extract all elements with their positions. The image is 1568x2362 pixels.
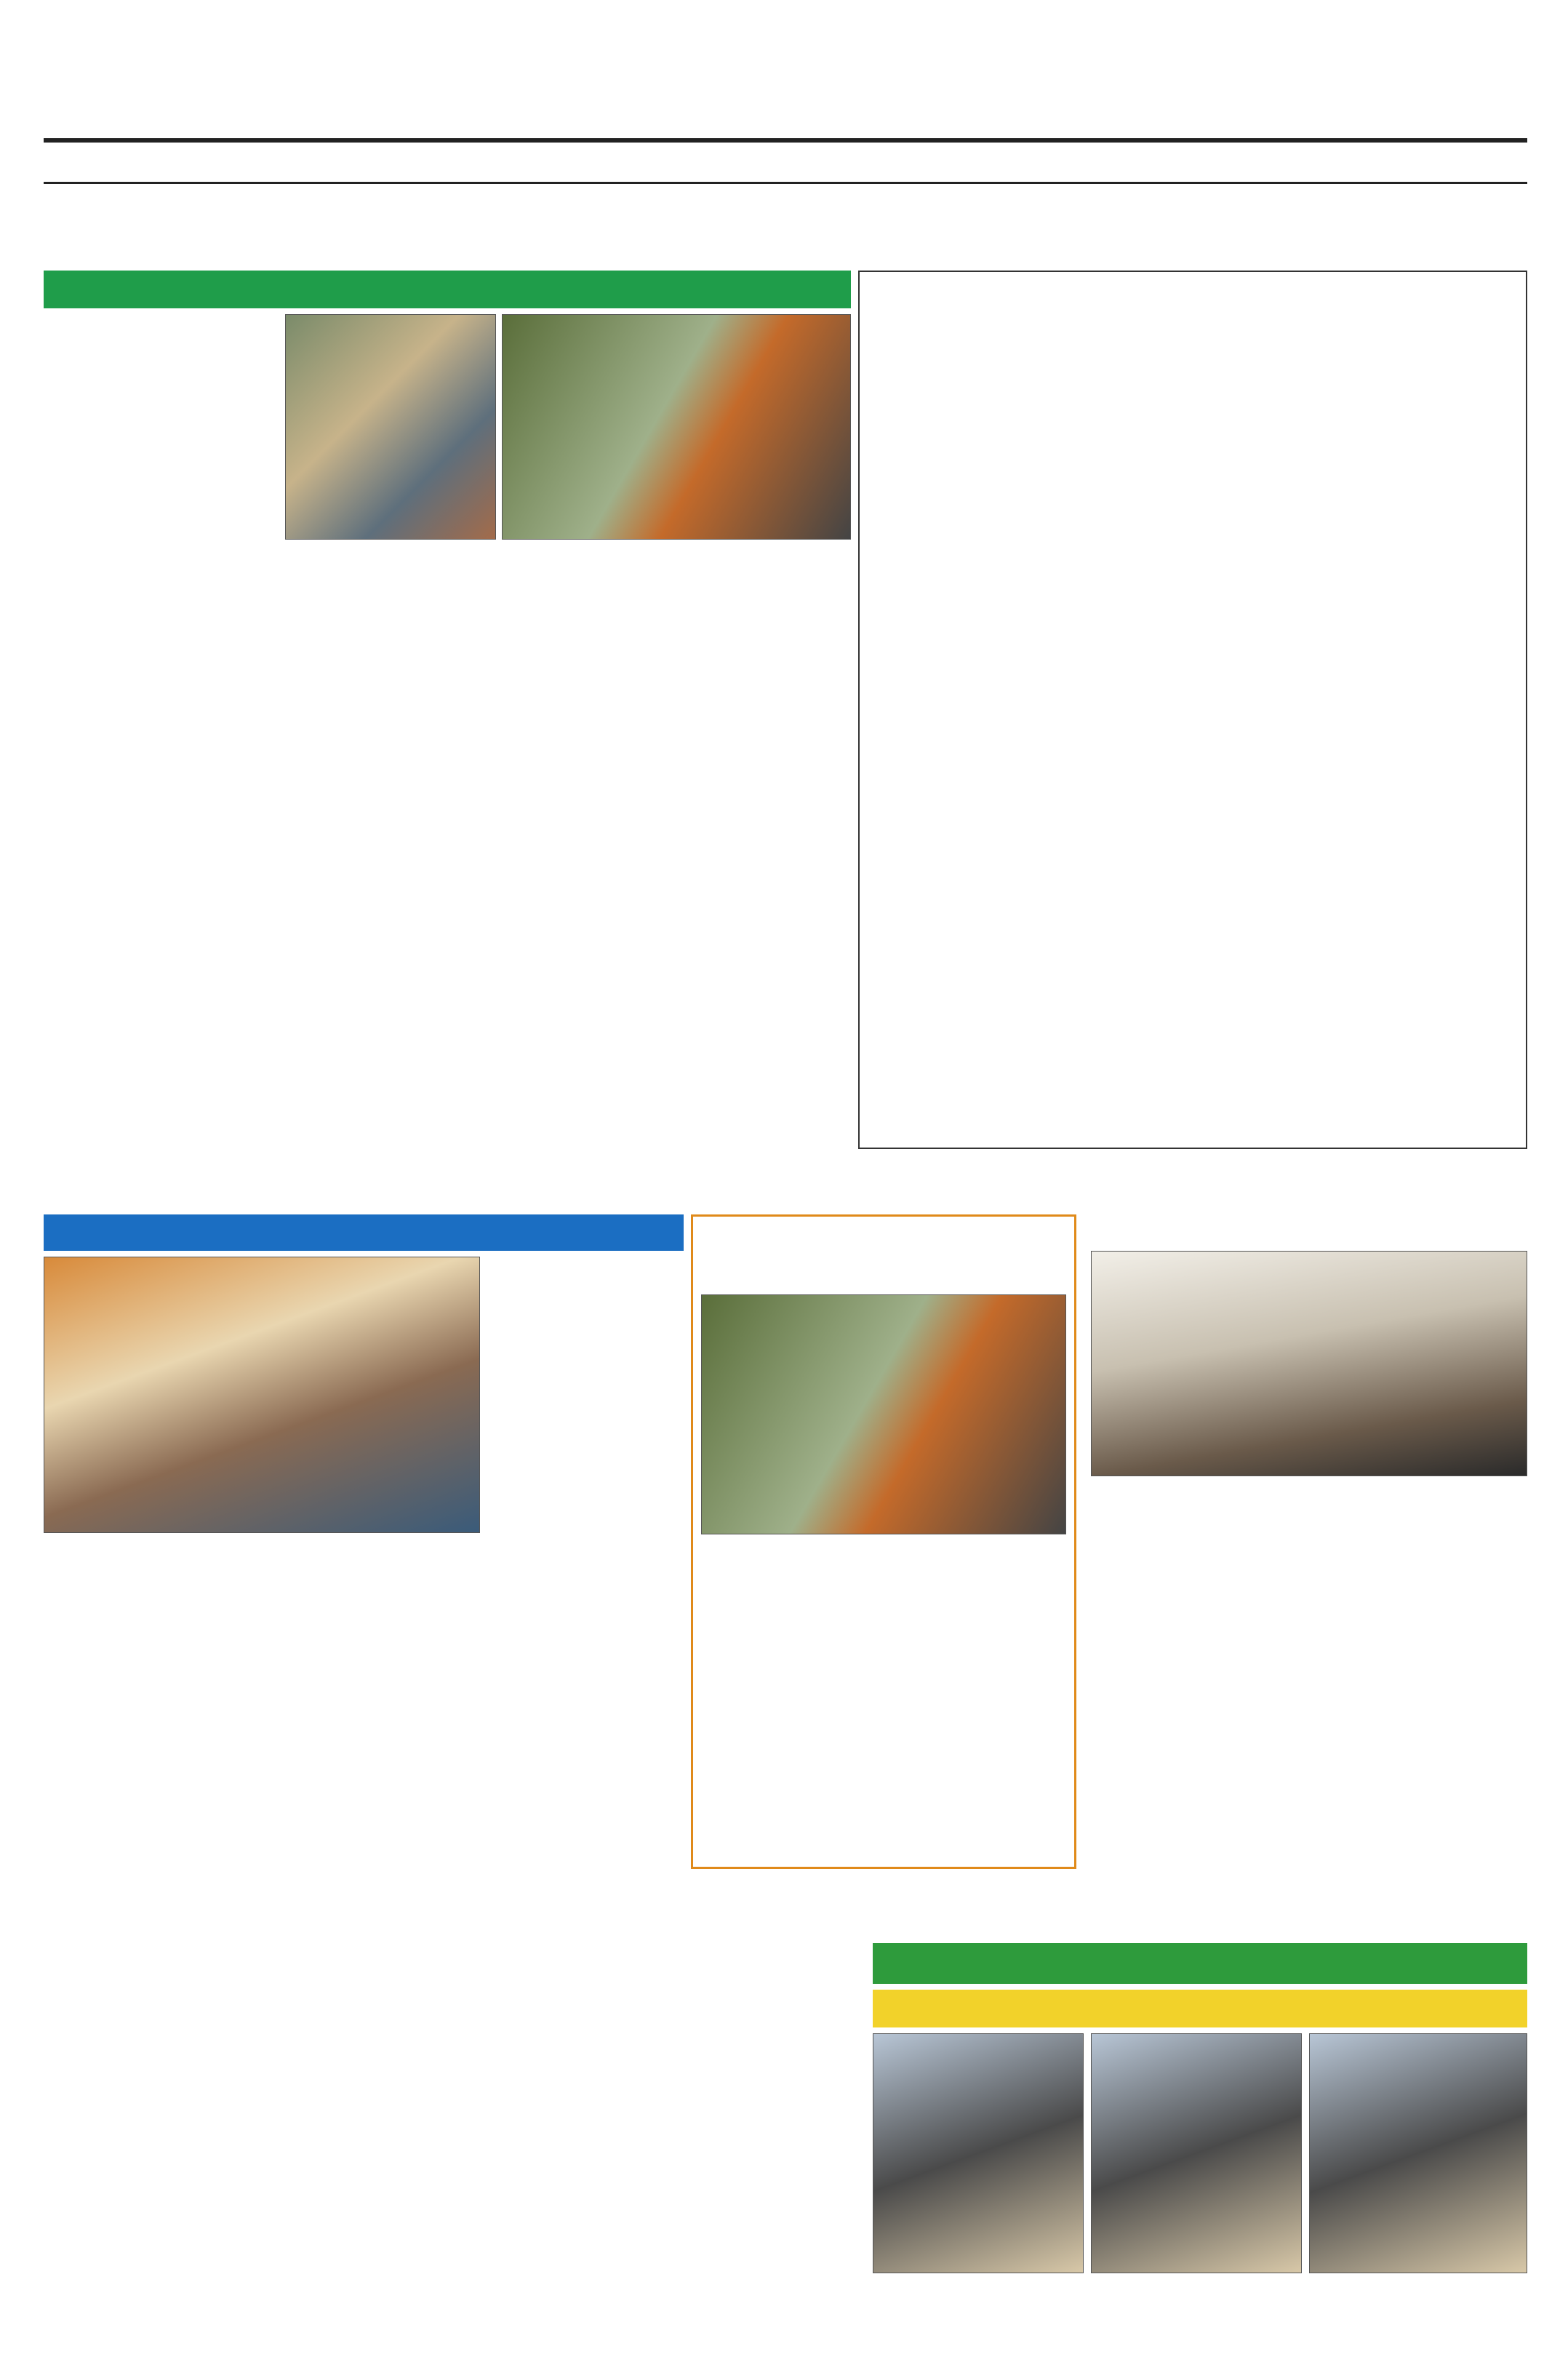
janapada-body-col3 xyxy=(495,1257,684,2355)
lead-body-col2 xyxy=(285,547,561,1149)
lead-photo-1 xyxy=(285,314,496,540)
lead-body-col1 xyxy=(44,314,276,1149)
psi-tagline xyxy=(873,1990,1527,2027)
lead-body-col3 xyxy=(569,547,851,1149)
sslc-body-col2 xyxy=(1199,311,1519,1140)
lata-tribute-photo xyxy=(1091,1251,1527,1476)
sslc-body-col1 xyxy=(870,311,1190,1140)
header-rule xyxy=(44,138,1527,143)
psi-body-col2 xyxy=(873,2298,1527,2355)
psi-body-col1 xyxy=(691,1972,865,2350)
janapada-photo xyxy=(44,1257,480,1533)
psi-photo-3 xyxy=(1309,2033,1527,2273)
psi-photo-1 xyxy=(873,2033,1084,2273)
janapada-body-col1 xyxy=(44,1540,262,2355)
lata-tribute-body xyxy=(1091,1484,1527,1869)
address-bar xyxy=(44,145,1527,180)
address-rule xyxy=(44,182,1527,184)
janapada-subhead xyxy=(44,1214,684,1251)
janapada-body-col2 xyxy=(269,1540,487,2355)
lead-subhead xyxy=(44,271,851,308)
mmhills-photo xyxy=(701,1294,1066,1534)
psi-subhead xyxy=(873,1943,1527,1984)
lead-photo-2 xyxy=(502,314,851,540)
psi-photo-2 xyxy=(1091,2033,1302,2273)
mmhills-body xyxy=(701,1542,1066,1862)
